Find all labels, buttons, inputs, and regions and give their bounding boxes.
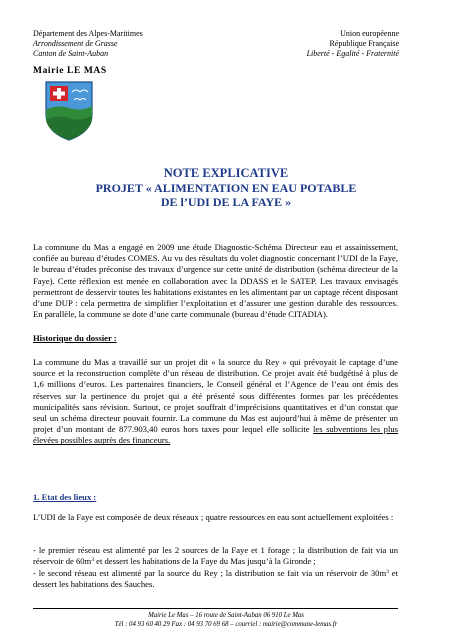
header-canton: Canton de Saint-Auban [33, 49, 109, 59]
header-left [33, 29, 143, 60]
heading-historique [33, 333, 398, 344]
header-devise: Liberté - Egalité - Fraternité [306, 49, 399, 59]
heading-etat-des-lieux [33, 492, 398, 503]
second-reseau-exponent: 3 [386, 569, 389, 575]
title-udi: DE l’UDI DE LA FAYE » [160, 195, 292, 209]
footer-divider [33, 608, 398, 609]
second-reseau-text: - le second réseau est alimenté par la source du Rey ; la distribution se fait via un réservoir de 30m [33, 568, 387, 578]
paragraph-udi-composition: L’UDI de la Faye est composée de deux réseaux ; quatre ressources en eau sont actuellement exploitées : [33, 512, 394, 522]
paragraph-historique-text: La commune du Mas a travaillé sur un projet dit « la source du Rey » qui prévoyait le captage d’une source et la reconstruction complète d’un réseau de distribution. Ce projet avait été budgétisé à plus de 1,6 millions d’euros. Les partenaires financiers, le Conseil général et l’Agence de l’eau ont émis des réserves sur la pertinence du projet qui a été présenté sous différentes formes par les précédentes municipalités sans révision. Surtout, ce projet souffrait d’imprécisions quantitatives et d’un constat que seul un schéma directeur pouvait fournir. La commune du Mas est aujourd’hui à même de présenter un projet d’un montant de 877.903,40 euros hors taxes pour lequel elle sollicite [33, 357, 398, 435]
footer-address: Mairie Le Mas – 16 route de Saint-Auban 06 910 Le Mas [148, 612, 304, 619]
header-republique: République Française [329, 39, 399, 49]
premier-reseau-text-end: et dessert les habitations de la Faye du Mas jusqu’à la Gironde ; [93, 556, 316, 567]
paragraph-premier-reseau [33, 545, 398, 567]
paragraph-introduction: La commune du Mas a engagé en 2009 une étude Diagnostic-Schéma Directeur eau et assainissement, confiée au bureau d’études COMES. Au vu des résultats du volet diagnostic concernant l’UDI de la Faye, le bureau d’études préconise des travaux d’urgence sur cette unité de distribution (schéma directeur de la Faye). Cette réflexion est menée en collaboration avec la DDASS et le SATEP. Les travaux envisagés permettront de desservir toutes les habitations existantes en les alimentant par un captage récent disposant d’une DUP : cela permettra de simplifier l’exploitation et d’assurer une gestion durable des ressources. En parallèle, la commune se dote d’une carte communale (bureau d’étude CITADIA). [33, 242, 398, 320]
mairie-name: Mairie LE MAS [33, 66, 107, 76]
coat-of-arms-icon [44, 80, 94, 142]
heading-etat-des-lieux-text: 1. Etat des lieux : [33, 492, 97, 502]
header-union: Union européenne [340, 29, 399, 38]
paragraph-historique [33, 357, 398, 447]
heading-historique-text: Historique du dossier : [33, 333, 117, 343]
premier-reseau-text: - le premier réseau est alimenté par les 2 sources de la Faye et 1 forage ; la distribution de fait via un réservoir de 60m [33, 545, 398, 567]
paragraph-historique-underlined: les subventions les plus élevées possibles auprès des financeurs. [33, 424, 398, 446]
header-right [307, 29, 399, 60]
header-arrondissement: Arrondissement de Grasse [33, 39, 118, 49]
title-projet: PROJET « ALIMENTATION EN EAU POTABLE [95, 181, 357, 195]
premier-reseau-exponent: 3 [91, 557, 94, 564]
title-note-explicative: NOTE EXPLICATIVE [163, 166, 289, 180]
footer-contact: Tél : 04 93 60 40 29 Fax : 04 93 70 69 68 – courriel : mairie@commune-lemas.fr [114, 621, 338, 628]
header-departement: Département des Alpes-Maritimes [33, 29, 143, 38]
paragraph-second-reseau [33, 568, 398, 590]
second-reseau-text-end: et dessert les habitations des Sauches. [33, 568, 398, 590]
